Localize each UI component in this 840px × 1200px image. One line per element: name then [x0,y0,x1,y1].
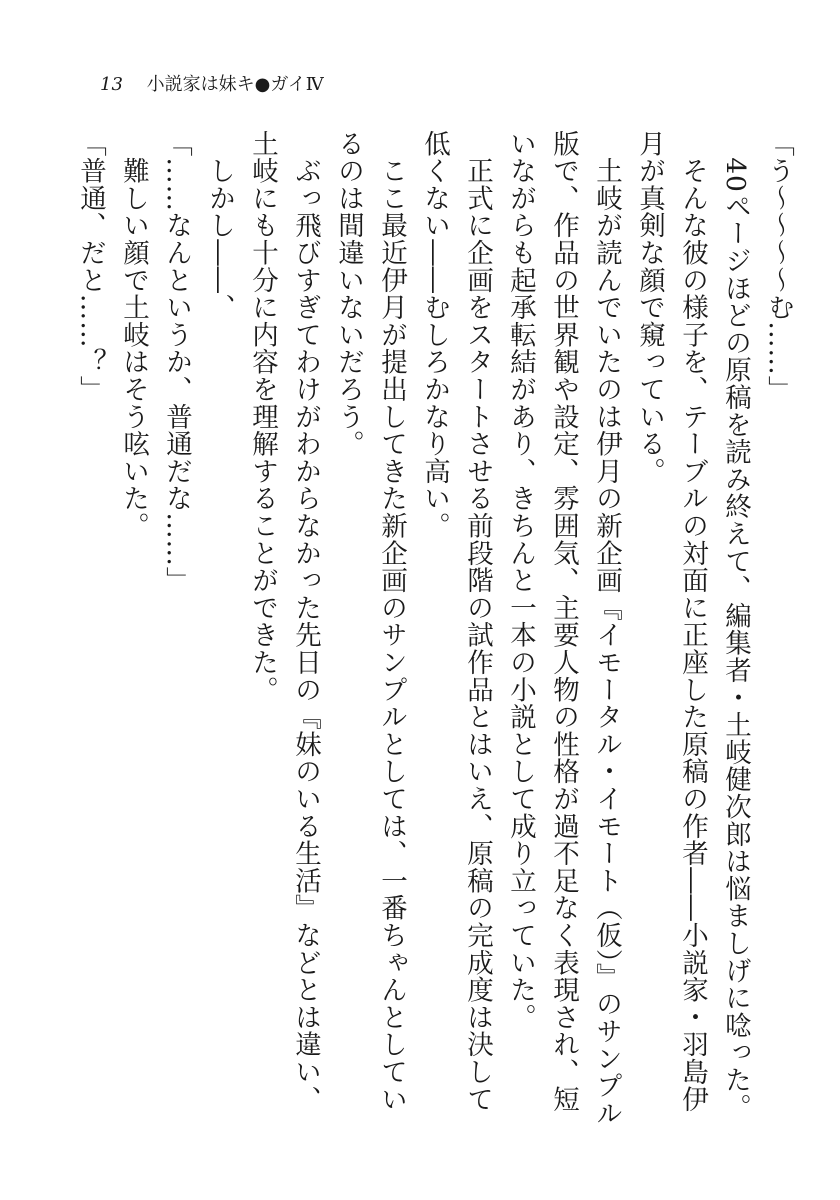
novel-text-body [69,130,800,1140]
paragraph: 土岐が読んでいたのは伊月の新企画『イモータル・イモート（仮）』のサンプル版で、作品の世界観や設定、雰囲気、主要人物の性格が過不足なく表現され、短いながらも起承転結があり、きちんと一本の小説として成り立っていた。 [505,130,622,1127]
paragraph: 40ページほどの原稿を読み終えて、編集者・土岐健次郎は悩ましげに唸った。 [720,130,751,1121]
paragraph: 難しい顔で土岐はそう呟いた。 [118,130,149,540]
paragraph: しかし――、 [204,130,235,322]
book-title: 小説家は妹キ●ガイⅣ [146,74,324,95]
page-number: 13 [100,74,123,95]
paragraph: そんな彼の様子を、テーブルの対面に正座した原稿の作者――小説家・羽島伊月が真剣な顔で窺っている。 [634,130,708,1113]
paragraph: 「普通、だと……？」 [75,130,106,403]
paragraph: ぶっ飛びすぎてわけがわからなかった先日の『妹のいる生活』などとは違い、土岐にも十分に内容を理解することができた。 [247,130,321,1113]
paragraph: 「う〜〜〜〜む……」 [763,130,794,403]
paragraph: ここ最近伊月が提出してきた新企画のサンプルとしては、一番ちゃんとしているのは間違いないだろう。 [333,130,407,1113]
paragraph: 正式に企画をスタートさせる前段階の試作品とはいえ、原稿の完成度は決して低くない――むしろかなり高い。 [419,130,493,1113]
page-header [100,70,324,96]
paragraph: 「……なんというか、普通だな……」 [161,130,192,595]
